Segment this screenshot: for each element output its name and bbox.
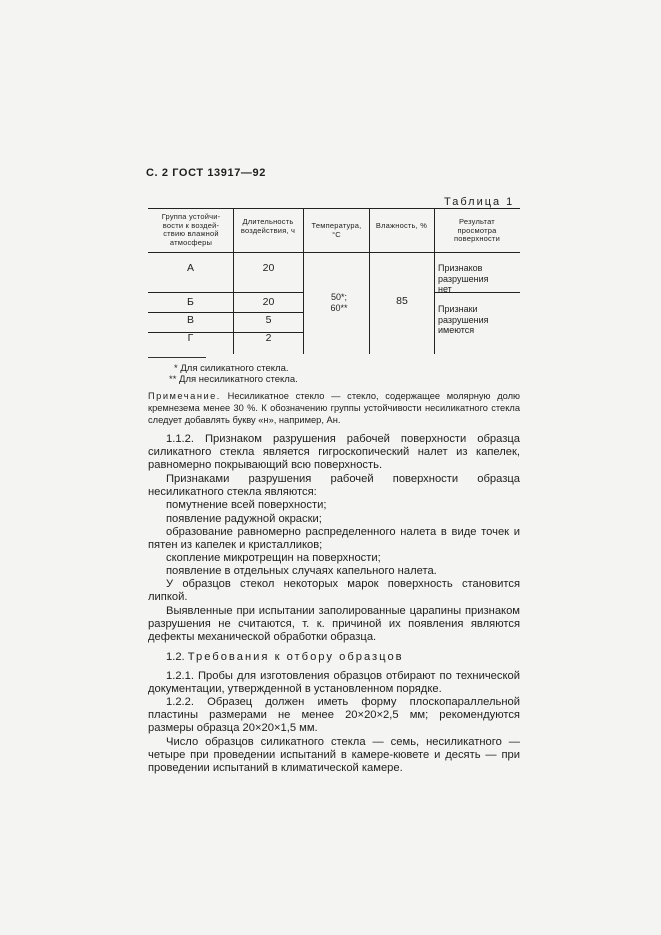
column-divider [303,208,304,354]
duration-cell: 5 [265,314,272,326]
row-divider [148,312,303,313]
group-cell: Г [187,332,194,344]
table-caption: Таблица 1 [444,196,515,208]
column-header: Влажность, % [375,221,428,230]
section-title: Требования к отбору образцов [187,650,404,663]
group-cell: Б [187,296,194,308]
table-note [148,390,520,426]
list-item: образование равномерно распределенного налета в виде точек и пятен из капелек и кристалликов; [148,525,520,551]
paragraph: У образцов стекол некоторых марок поверхность становится липкой. [148,578,520,604]
temperature-cell: 50*; 60** [330,292,348,313]
list-item: появление радужной окраски; [166,512,322,525]
footnote-rule [148,357,206,358]
note-text: Несиликатное стекло — стекло, содержащее молярную долю кремнезема менее 30 %. К обозначению группы устойчивости несиликатного стекла следует добавлять букву «н», например, Ан. [148,391,520,425]
paragraph: Выявленные при испытании заполированные царапины признаком разрушения не считаются, т. к. причиной их появления являются дефекты механической обработки образца. [148,605,520,644]
column-header: Длительность воздействия, ч [240,217,296,235]
paragraph: Число образцов силикатного стекла — семь, несиликатного — четыре при проведении испытаний в камере-кювете и десять — при проведении испытаний в климатической камере. [148,736,520,775]
list-item: появление в отдельных случаях капельного налета. [166,564,437,577]
paragraph: 1.2.1. Пробы для изготовления образцов отбирают по технической документации, утвержденной в установленном порядке. [148,669,520,695]
column-divider [369,208,370,354]
paragraph: Признаками разрушения рабочей поверхности образца несиликатного стекла являются: [148,473,520,499]
table-header-rule [148,252,520,253]
group-cell: А [186,262,194,274]
paragraph: 1.2.2. Образец должен иметь форму плоскопараллельной пластины размерами не менее 20×20×2,5 мм; рекомендуются размеры образца 20×20×1,5 мм. [148,695,520,734]
footnote-silicate: * Для силикатного стекла. [174,363,289,374]
column-header: Результат просмотра поверхности [453,217,501,243]
column-divider [434,208,435,354]
result-none-cell: Признаков разрушения нет [438,263,489,294]
results-table [148,208,520,354]
footnote-nonsilicate: ** Для несиликатного стекла. [169,374,298,385]
humidity-cell: 85 [396,295,408,307]
row-divider [148,292,303,293]
table-top-rule [148,208,520,209]
result-present-cell: Признаки разрушения имеются [438,304,489,335]
duration-cell: 2 [265,332,272,344]
column-header: Группа устойчи-вости к воздей-ствию влажной атмосферы [161,212,221,247]
list-item: скопление микротрещин на поверхности; [166,551,381,564]
paragraph: 1.1.2. Признаком разрушения рабочей поверхности образца силикатного стекла является гигроскопический налет из капелек, равномерно покрывающий всю поверхность. [148,433,520,472]
page-header: С. 2 ГОСТ 13917—92 [146,167,266,179]
duration-cell: 20 [262,296,275,308]
note-label: Примечание. [148,391,221,401]
section-heading [148,651,520,664]
list-item: помутнение всей поверхности; [166,499,327,512]
body-text [148,433,520,775]
column-header: Температура, °С [311,221,362,239]
group-cell: В [186,314,194,326]
section-number: 1.2. [166,650,185,663]
duration-cell: 20 [262,262,275,274]
